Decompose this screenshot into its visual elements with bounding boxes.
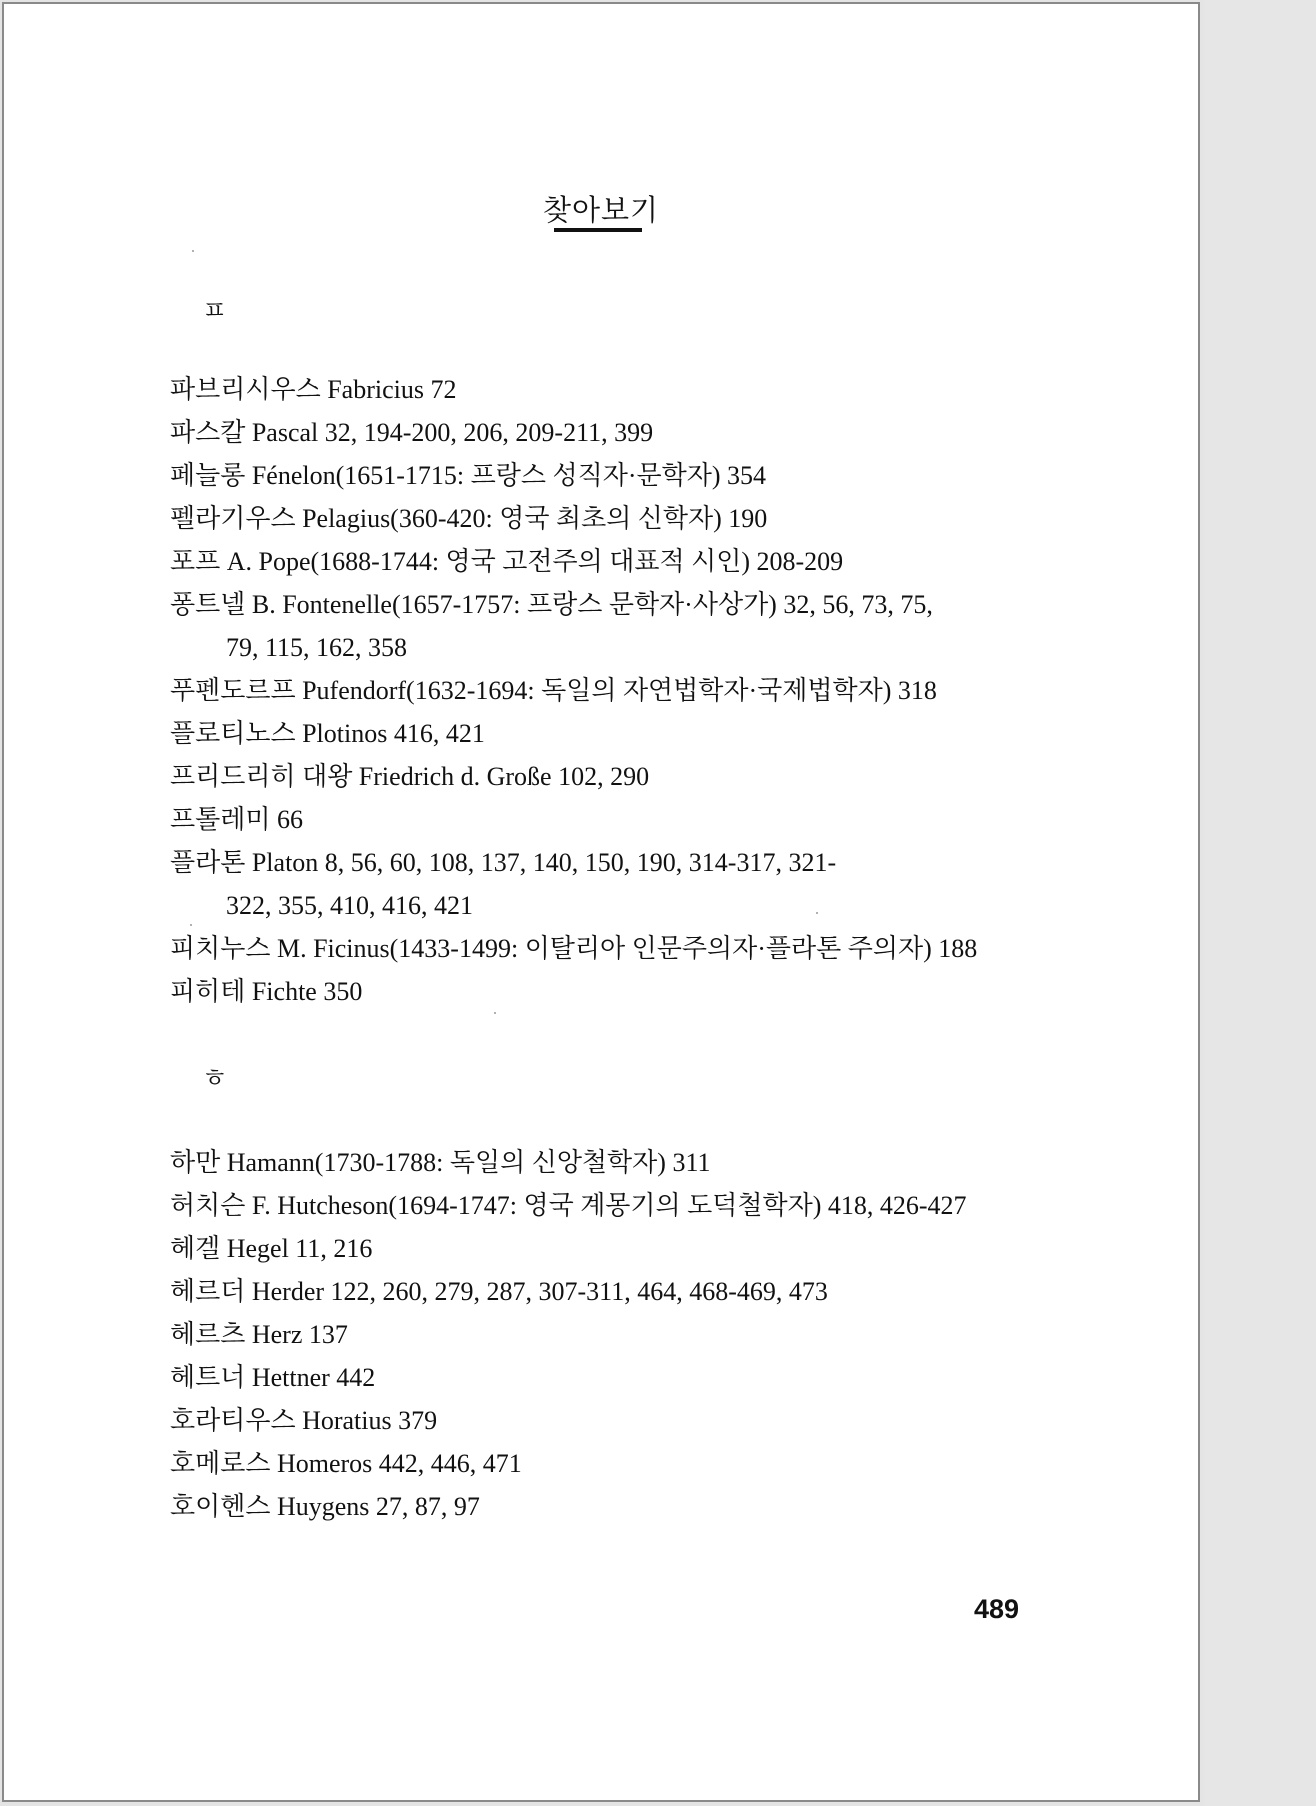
entry-line: 호라티우스 Horatius 379: [170, 1406, 438, 1435]
page-title: 찾아보기: [542, 193, 660, 227]
entry-line: 호메로스 Homeros 442, 446, 471: [170, 1449, 522, 1478]
index-list-hieut: [170, 1141, 1050, 1528]
entry-line: 허치슨 F. Hutcheson(1694-1747: 영국 계몽기의 도덕철학자) 418, 426-427: [170, 1191, 967, 1220]
index-entry: [170, 1184, 1050, 1227]
index-entry: [170, 1442, 1050, 1485]
entry-line: 페늘롱 Fénelon(1651-1715: 프랑스 성직자·문학자) 354: [170, 461, 767, 490]
entry-line: 파스칼 Pascal 32, 194-200, 206, 209-211, 399: [170, 418, 654, 447]
index-entry: [170, 454, 1050, 497]
title-underline: [554, 228, 642, 232]
index-entry: [170, 411, 1050, 454]
index-list-pieup: [170, 368, 1050, 1013]
section-heading-pieup: ㅍ: [202, 296, 228, 326]
scan-speck: [816, 912, 818, 914]
index-entry: [170, 1270, 1050, 1313]
index-entry: [170, 841, 1050, 927]
index-entry: [170, 755, 1050, 798]
book-page: [2, 2, 1200, 1802]
entry-line: 헤르더 Herder 122, 260, 279, 287, 307-311, 464, 468-469, 473: [170, 1277, 828, 1306]
scan-speck: [192, 250, 194, 252]
entry-line: 플로티노스 Plotinos 416, 421: [170, 719, 485, 748]
entry-line: 헤르츠 Herz 137: [170, 1320, 348, 1349]
index-entry: [170, 798, 1050, 841]
index-entry: [170, 712, 1050, 755]
entry-line: 헤트너 Hettner 442: [170, 1363, 376, 1392]
entry-line: 포프 A. Pope(1688-1744: 영국 고전주의 대표적 시인) 208-209: [170, 547, 844, 576]
entry-line: 플라톤 Platon 8, 56, 60, 108, 137, 140, 150, 190, 314-317, 321-: [170, 848, 837, 877]
entry-line: 헤겔 Hegel 11, 216: [170, 1234, 373, 1263]
index-entry: [170, 540, 1050, 583]
entry-line: 푸펜도르프 Pufendorf(1632-1694: 독일의 자연법학자·국제법학자) 318: [170, 676, 937, 705]
index-entry: [170, 1227, 1050, 1270]
entry-line: 퐁트넬 B. Fontenelle(1657-1757: 프랑스 문학자·사상가) 32, 56, 73, 75,: [170, 590, 933, 619]
entry-line: 피치누스 M. Ficinus(1433-1499: 이탈리아 인문주의자·플라톤 주의자) 188: [170, 934, 978, 963]
page-number: 489: [974, 1594, 1020, 1624]
index-entry: [170, 970, 1050, 1013]
entry-line: 피히테 Fichte 350: [170, 977, 363, 1006]
index-entry: [170, 497, 1050, 540]
scan-speck: [494, 1012, 496, 1014]
index-entry: [170, 368, 1050, 411]
entry-continuation: 79, 115, 162, 358: [226, 633, 408, 662]
scan-speck: [190, 924, 192, 926]
entry-line: 하만 Hamann(1730-1788: 독일의 신앙철학자) 311: [170, 1148, 711, 1177]
index-entry: [170, 1313, 1050, 1356]
index-entry: [170, 1141, 1050, 1184]
index-entry: [170, 1485, 1050, 1528]
section-heading-hieut: ㅎ: [202, 1064, 228, 1094]
entry-line: 프톨레미 66: [170, 805, 303, 834]
index-entry: [170, 1399, 1050, 1442]
entry-line: 호이헨스 Huygens 27, 87, 97: [170, 1492, 480, 1521]
page-margin: [1204, 0, 1316, 1806]
index-entry: [170, 583, 1050, 669]
entry-continuation: 322, 355, 410, 416, 421: [226, 891, 473, 920]
entry-line: 프리드리히 대왕 Friedrich d. Große 102, 290: [170, 762, 650, 791]
entry-line: 펠라기우스 Pelagius(360-420: 영국 최초의 신학자) 190: [170, 504, 768, 533]
index-entry: [170, 669, 1050, 712]
index-entry: [170, 927, 1050, 970]
entry-line: 파브리시우스 Fabricius 72: [170, 375, 457, 404]
index-entry: [170, 1356, 1050, 1399]
